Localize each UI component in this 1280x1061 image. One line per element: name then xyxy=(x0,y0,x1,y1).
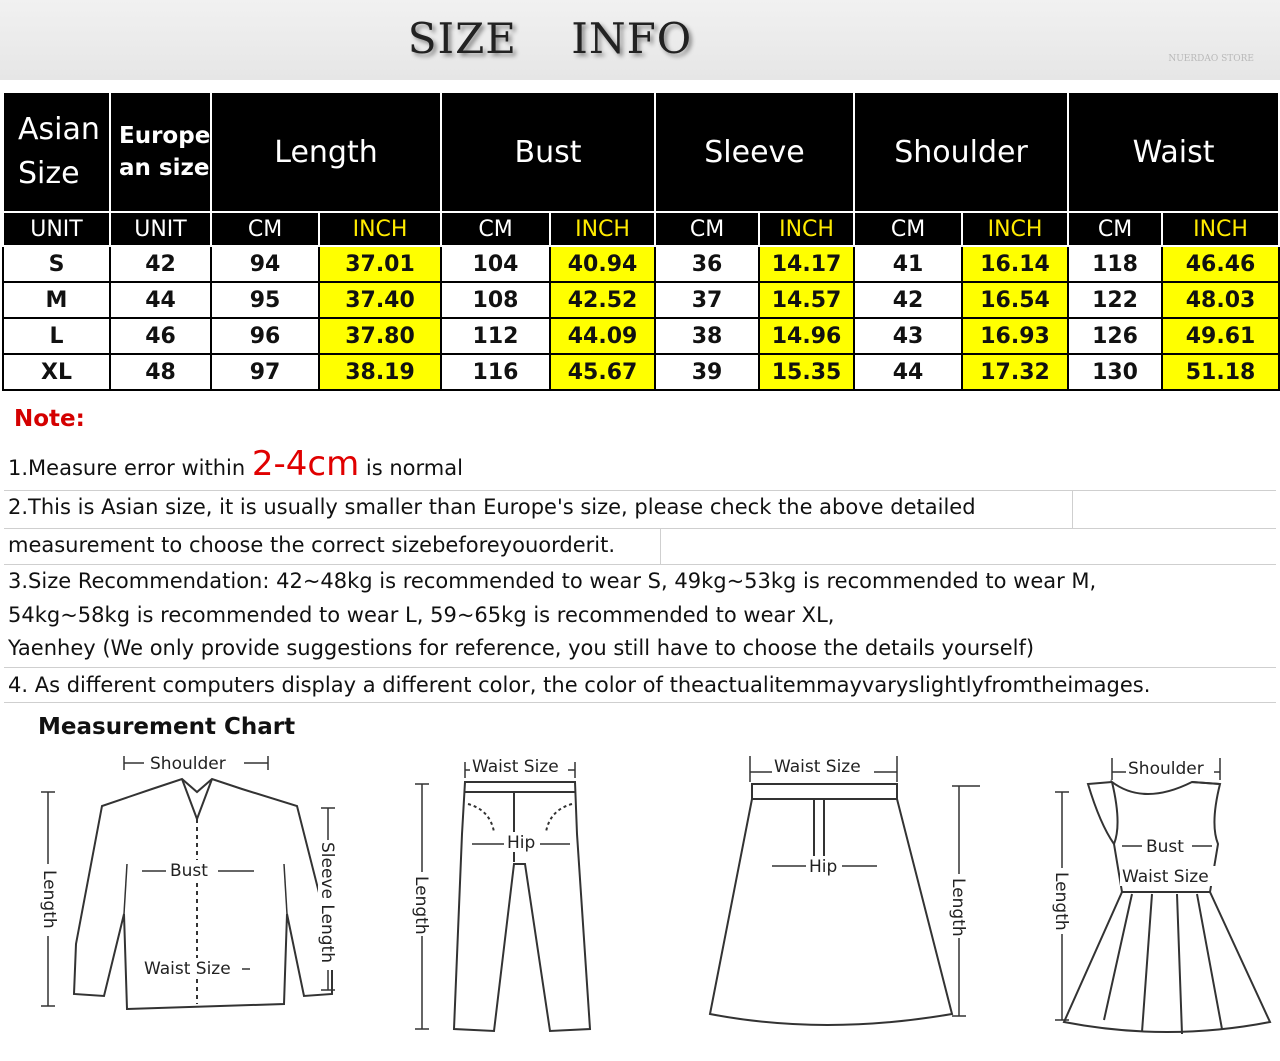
table-cell: 48 xyxy=(110,354,211,390)
pants-waist-label: Waist Size xyxy=(472,757,559,777)
shirt-length-label: Length xyxy=(39,870,59,929)
measurement-chart-title: Measurement Chart xyxy=(38,714,296,740)
shirt-diagram xyxy=(32,744,362,1054)
table-cell: 116 xyxy=(441,354,550,390)
table-cell: 37.80 xyxy=(319,318,441,354)
table-cell: 104 xyxy=(441,246,550,282)
table-cell: 41 xyxy=(854,246,962,282)
unit-cell: INCH xyxy=(550,212,655,246)
table-cell: 42 xyxy=(110,246,211,282)
shirt-bust-label: Bust xyxy=(170,861,208,881)
table-cell: 112 xyxy=(441,318,550,354)
shirt-waist-label: Waist Size xyxy=(144,959,231,979)
table-cell: 14.17 xyxy=(759,246,854,282)
table-cell: 44.09 xyxy=(550,318,655,354)
table-cell: 48.03 xyxy=(1162,282,1279,318)
unit-cell: CM xyxy=(854,212,962,246)
table-cell: 37.01 xyxy=(319,246,441,282)
table-row xyxy=(3,318,1279,354)
table-cell: 36 xyxy=(655,246,759,282)
note-3-line-2: 54kg~58kg is recommended to wear L, 59~65kg is recommended to wear XL, xyxy=(8,603,835,627)
bust-header: Bust xyxy=(441,92,655,212)
table-row xyxy=(3,246,1279,282)
note-2-line-2: measurement to choose the correct sizebeforeyouorderit. xyxy=(8,533,616,557)
unit-cell: UNIT xyxy=(3,212,110,246)
table-cell: 37.40 xyxy=(319,282,441,318)
size-table xyxy=(2,91,1280,391)
table-cell: XL xyxy=(3,354,110,390)
header-row xyxy=(3,92,1279,212)
table-cell: 126 xyxy=(1068,318,1162,354)
pants-hip-label: Hip xyxy=(507,833,536,853)
table-cell: 42 xyxy=(854,282,962,318)
table-cell: 130 xyxy=(1068,354,1162,390)
table-cell: 16.93 xyxy=(962,318,1068,354)
table-cell: 49.61 xyxy=(1162,318,1279,354)
shirt-sleeve-label: Sleeve Length xyxy=(317,842,337,963)
unit-cell: CM xyxy=(441,212,550,246)
dress-waist-label: Waist Size xyxy=(1122,867,1209,887)
table-cell: 51.18 xyxy=(1162,354,1279,390)
shoulder-header: Shoulder xyxy=(854,92,1068,212)
table-cell: 14.96 xyxy=(759,318,854,354)
table-cell: 44 xyxy=(854,354,962,390)
watermark: NUERDAO STORE xyxy=(1168,54,1254,64)
unit-cell: INCH xyxy=(319,212,441,246)
note-3-line-3: Yaenhey (We only provide suggestions for reference, you still have to choose the details yourself) xyxy=(8,636,1035,660)
unit-row xyxy=(3,212,1279,246)
table-cell: 118 xyxy=(1068,246,1162,282)
table-row xyxy=(3,354,1279,390)
dress-diagram xyxy=(1032,744,1278,1054)
dress-shoulder-label: Shoulder xyxy=(1128,759,1204,779)
note-2-line-1: 2.This is Asian size, it is usually smaller than Europe's size, please check the above detailed xyxy=(8,495,976,519)
page-title: SIZE INFO xyxy=(407,14,693,63)
table-cell: 38.19 xyxy=(319,354,441,390)
unit-cell: CM xyxy=(211,212,319,246)
table-cell: 15.35 xyxy=(759,354,854,390)
pants-diagram xyxy=(402,744,612,1054)
table-cell: 45.67 xyxy=(550,354,655,390)
table-cell: 16.54 xyxy=(962,282,1068,318)
length-header: Length xyxy=(211,92,441,212)
european-size-header: Europe an size xyxy=(110,92,211,212)
asian-size-header: Asian Size xyxy=(3,92,110,212)
table-cell: 17.32 xyxy=(962,354,1068,390)
note-4: 4. As different computers display a different color, the color of theactualitemmayvaryslightlyfromtheimages. xyxy=(8,673,1151,697)
unit-cell: CM xyxy=(655,212,759,246)
table-cell: 43 xyxy=(854,318,962,354)
skirt-waist-label: Waist Size xyxy=(774,757,861,777)
table-cell: 95 xyxy=(211,282,319,318)
table-cell: 14.57 xyxy=(759,282,854,318)
note-1: 1.Measure error within 2-4cm is normal xyxy=(8,444,463,484)
table-cell: M xyxy=(3,282,110,318)
table-cell: 122 xyxy=(1068,282,1162,318)
measurement-chart xyxy=(2,704,1278,1059)
note-1-highlight: 2-4cm xyxy=(251,444,360,484)
table-cell: 42.52 xyxy=(550,282,655,318)
table-cell: 94 xyxy=(211,246,319,282)
header-banner xyxy=(0,0,1280,80)
sleeve-header: Sleeve xyxy=(655,92,854,212)
table-cell: 97 xyxy=(211,354,319,390)
table-cell: 96 xyxy=(211,318,319,354)
unit-cell: INCH xyxy=(759,212,854,246)
shirt-shoulder-label: Shoulder xyxy=(150,754,226,774)
table-cell: 38 xyxy=(655,318,759,354)
table-cell: S xyxy=(3,246,110,282)
note-title: Note: xyxy=(14,406,85,432)
table-row xyxy=(3,282,1279,318)
dress-length-label: Length xyxy=(1051,872,1071,931)
table-cell: 16.14 xyxy=(962,246,1068,282)
skirt-length-label: Length xyxy=(948,878,968,937)
unit-cell: CM xyxy=(1068,212,1162,246)
table-cell: 108 xyxy=(441,282,550,318)
table-cell: L xyxy=(3,318,110,354)
dress-bust-label: Bust xyxy=(1146,837,1184,857)
table-cell: 44 xyxy=(110,282,211,318)
table-cell: 46 xyxy=(110,318,211,354)
table-cell: 46.46 xyxy=(1162,246,1279,282)
skirt-hip-label: Hip xyxy=(809,857,838,877)
unit-cell: INCH xyxy=(1162,212,1279,246)
pants-length-label: Length xyxy=(411,876,431,935)
waist-header: Waist xyxy=(1068,92,1279,212)
note-3-line-1: 3.Size Recommendation: 42~48kg is recommended to wear S, 49kg~53kg is recommended to wear M, xyxy=(8,569,1097,593)
unit-cell: UNIT xyxy=(110,212,211,246)
table-cell: 39 xyxy=(655,354,759,390)
table-cell: 37 xyxy=(655,282,759,318)
table-cell: 40.94 xyxy=(550,246,655,282)
unit-cell: INCH xyxy=(962,212,1068,246)
skirt-diagram xyxy=(702,744,992,1054)
